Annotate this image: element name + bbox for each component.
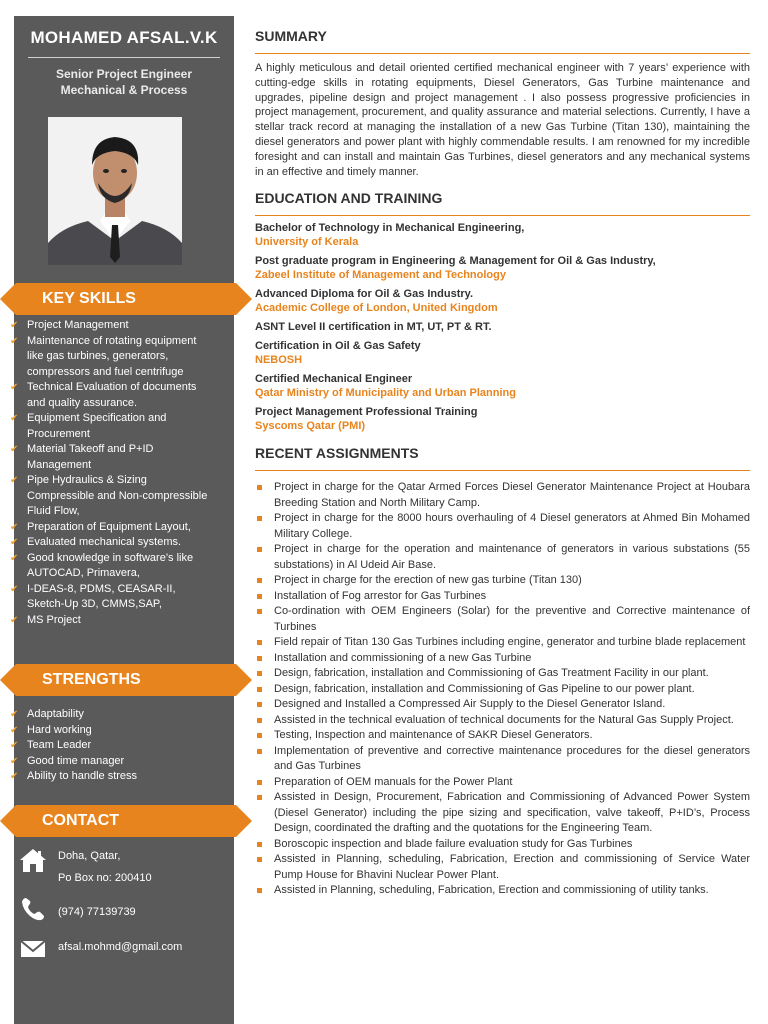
assignment-item: Project in charge for the operation and maintenance of generators in various substations (55 substations) in Al Udeid Air Base. xyxy=(255,542,750,573)
skill-item xyxy=(10,442,215,473)
skill-item xyxy=(10,551,215,582)
skill-item xyxy=(10,613,215,629)
assignment-item: Co-ordination with OEM Engineers (Solar) for the preventive and Corrective maintenance of Turbines xyxy=(255,604,750,635)
education-item xyxy=(255,320,750,334)
checkmark-icon: ✔ xyxy=(10,709,19,720)
skill-item-text: Maintenance of rotating equipment like gas turbines, generators, compressors and fuel centrifuge xyxy=(27,334,197,378)
strength-item-text: Adaptability xyxy=(27,708,84,720)
checkmark-icon: ✔ xyxy=(10,475,19,486)
education-heading: EDUCATION AND TRAINING xyxy=(255,190,443,207)
assignment-item: Project in charge for the 8000 hours overhauling of 4 Diesel generators at Ahmed Bin Mohamed Military College. xyxy=(255,511,750,542)
education-item xyxy=(255,372,750,400)
skill-item xyxy=(10,535,215,551)
strength-item xyxy=(10,723,215,739)
skill-item-text: Material Takeoff and P+ID Management xyxy=(27,443,154,471)
education-institution: University of Kerala xyxy=(255,236,359,249)
key-skills-heading xyxy=(16,283,236,315)
skill-item xyxy=(10,411,215,442)
summary-divider xyxy=(255,53,750,54)
skill-item xyxy=(10,473,215,520)
assignment-item: Designed and Installed a Compressed Air Supply to the Diesel Generator Island. xyxy=(255,697,750,713)
strength-item-text: Hard working xyxy=(27,723,92,736)
phone-icon xyxy=(18,894,48,924)
key-skills-list xyxy=(10,318,215,628)
skill-item xyxy=(10,582,215,613)
assignments-list xyxy=(255,480,750,899)
skill-item-text: Project Management xyxy=(27,319,129,331)
strengths-list xyxy=(10,707,215,785)
assignment-item: Testing, Inspection and maintenance of SAKR Diesel Generators. xyxy=(255,728,750,744)
checkmark-icon: ✔ xyxy=(10,382,19,393)
checkmark-icon: ✔ xyxy=(10,444,19,455)
skill-item xyxy=(10,380,215,411)
skill-item-text: Preparation of Equipment Layout, xyxy=(27,520,191,533)
address-line1: Doha, Qatar, xyxy=(58,850,121,862)
strength-item xyxy=(10,738,215,754)
strength-item xyxy=(10,707,215,723)
education-degree: Certification in Oil & Gas Safety xyxy=(255,340,421,353)
checkmark-icon: ✔ xyxy=(10,755,19,767)
contact-email xyxy=(18,934,182,964)
education-degree: Project Management Professional Training xyxy=(255,406,478,419)
strength-item-text: Good time manager xyxy=(27,754,125,767)
strengths-heading xyxy=(16,664,236,696)
education-item xyxy=(255,221,750,249)
strengths-heading-label: STRENGTHS xyxy=(42,671,141,688)
phone-number[interactable]: (974) 77139739 xyxy=(58,906,136,918)
assignments-heading: RECENT ASSIGNMENTS xyxy=(255,445,419,462)
assignment-item: Design, fabrication, installation and Commissioning of Gas Treatment Facility in our plant. xyxy=(255,666,750,682)
assignment-item: Project in charge for the erection of new gas turbine (Titan 130) xyxy=(255,573,750,589)
name-divider xyxy=(28,57,220,58)
checkmark-icon: ✔ xyxy=(10,724,19,736)
education-degree: Advanced Diploma for Oil & Gas Industry. xyxy=(255,288,474,301)
strength-item-text: Team Leader xyxy=(27,739,92,751)
contact-phone xyxy=(18,894,136,930)
checkmark-icon: ✔ xyxy=(10,537,19,548)
assignment-item: Design, fabrication, installation and Commissioning of Gas Pipeline to our power plant. xyxy=(255,682,750,698)
skill-item-text: Evaluated mechanical systems. xyxy=(27,536,182,548)
assignment-item: Project in charge for the Qatar Armed Forces Diesel Generator Maintenance Project at Houbara Breeding Station and North Military Camp. xyxy=(255,480,750,511)
candidate-name: MOHAMED AFSAL.V.K xyxy=(30,28,218,47)
job-title xyxy=(14,66,234,98)
assignment-item: Assisted in Design, Procurement, Fabrication and Commissioning of Advanced Power System (Diesel Generator) including the pipe sizing and specification, valve takeoff, P+ID’s, Process Design, coordinated the drafting and the quotations for the Engineering Team. xyxy=(255,790,750,837)
summary-heading: SUMMARY xyxy=(255,28,327,44)
education-institution: Qatar Ministry of Municipality and Urban Planning xyxy=(255,387,516,400)
strength-item xyxy=(10,769,215,785)
contact-address xyxy=(18,845,152,889)
education-item xyxy=(255,287,750,315)
skill-item-text: MS Project xyxy=(27,613,81,626)
checkmark-icon: ✔ xyxy=(10,583,19,595)
education-list xyxy=(255,221,750,433)
education-item xyxy=(255,254,750,282)
checkmark-icon: ✔ xyxy=(10,771,19,782)
education-institution: NEBOSH xyxy=(255,354,303,367)
checkmark-icon: ✔ xyxy=(10,521,19,533)
skill-item-text: Equipment Specification and Procurement xyxy=(27,412,167,440)
skill-item-text: Pipe Hydraulics & Sizing Compressible and Non-compressible Fluid Flow, xyxy=(27,474,208,517)
mail-icon xyxy=(18,934,48,964)
address-line2: Po Box no: 200410 xyxy=(58,872,152,884)
contact-heading-label: CONTACT xyxy=(42,812,120,829)
checkmark-icon: ✔ xyxy=(10,413,19,424)
checkmark-icon: ✔ xyxy=(10,335,19,347)
key-skills-heading-label: KEY SKILLS xyxy=(42,290,136,307)
education-degree: Certified Mechanical Engineer xyxy=(255,373,413,386)
skill-item xyxy=(10,318,215,334)
checkmark-icon: ✔ xyxy=(10,740,19,751)
education-institution: Zabeel Institute of Management and Technology xyxy=(255,269,506,282)
home-icon xyxy=(18,845,48,875)
assignments-divider xyxy=(255,470,750,471)
skill-item xyxy=(10,334,215,381)
assignment-item: Assisted in the technical evaluation of technical documents for the Natural Gas Supply Project. xyxy=(255,713,750,729)
summary-paragraph: A highly meticulous and detail oriented certified mechanical engineer with 7 years’ experience with cutting-edge skills in rotating equipments, Diesel Generators, Gas Turbine maintenance and upgrades, pipeline design and project management . I also possess progressive proficiencies in project management, procurement, and quality assurance and material selections. Currently, I have a stellar track record at managing the installation of a new Gas Turbine (Titan 130), maintaining the diesel generators and power plant with highly commendable results. I am renowned for my incredible foresight and can install and maintain Gas Turbines, diesel generators and any mechanical systems in an effective and timely manner. xyxy=(255,62,750,178)
assignments-section xyxy=(255,445,750,899)
assignment-item: Preparation of OEM manuals for the Power Plant xyxy=(255,775,750,791)
checkmark-icon: ✔ xyxy=(10,552,19,564)
job-title-line1: Senior Project Engineer xyxy=(55,67,193,81)
assignment-item: Assisted in Planning, scheduling, Fabrication, Erection and commissioning of utility tanks. xyxy=(255,883,750,899)
assignment-item: Installation and commissioning of a new Gas Turbine xyxy=(255,651,750,667)
checkmark-icon: ✔ xyxy=(10,614,19,626)
education-section xyxy=(255,190,750,433)
education-item xyxy=(255,339,750,367)
skill-item-text: Technical Evaluation of documents and quality assurance. xyxy=(27,381,197,409)
email-address[interactable]: afsal.mohmd@gmail.com xyxy=(58,941,183,953)
assignment-item: Field repair of Titan 130 Gas Turbines including engine, generator and turbine blade replacement xyxy=(255,635,750,651)
education-degree: Bachelor of Technology in Mechanical Engineering, xyxy=(255,222,525,235)
strength-item xyxy=(10,754,215,770)
contact-heading xyxy=(16,805,236,837)
assignment-item: Implementation of preventive and corrective maintenance procedures for the diesel generators and Gas Turbines xyxy=(255,744,750,775)
summary-section xyxy=(255,28,750,179)
education-institution: Academic College of London, United Kingdom xyxy=(255,302,498,315)
assignment-item: Installation of Fog arrestor for Gas Turbines xyxy=(255,589,750,605)
education-degree: Post graduate program in Engineering & Management for Oil & Gas Industry, xyxy=(255,255,656,268)
assignment-item: Boroscopic inspection and blade failure evaluation study for Gas Turbines xyxy=(255,837,750,853)
education-item xyxy=(255,405,750,433)
job-title-line2: Mechanical & Process xyxy=(60,83,188,97)
main-content xyxy=(255,28,750,899)
skill-item xyxy=(10,520,215,536)
education-institution: Syscoms Qatar (PMI) xyxy=(255,420,366,433)
education-divider xyxy=(255,215,750,216)
assignment-item: Assisted in Planning, scheduling, Fabrication, Erection and commissioning of Service Water Pump House for Bhavini Nuclear Power Plant. xyxy=(255,852,750,883)
skill-item-text: I-DEAS-8, PDMS, CEASAR-II, Sketch-Up 3D, CMMS,SAP, xyxy=(27,582,176,610)
skill-item-text: Good knowledge in software’s like AUTOCAD, Primavera, xyxy=(27,551,194,579)
education-degree: ASNT Level II certification in MT, UT, PT & RT. xyxy=(255,321,492,334)
profile-photo xyxy=(48,117,182,265)
strength-item-text: Ability to handle stress xyxy=(27,770,138,782)
checkmark-icon: ✔ xyxy=(10,320,19,331)
